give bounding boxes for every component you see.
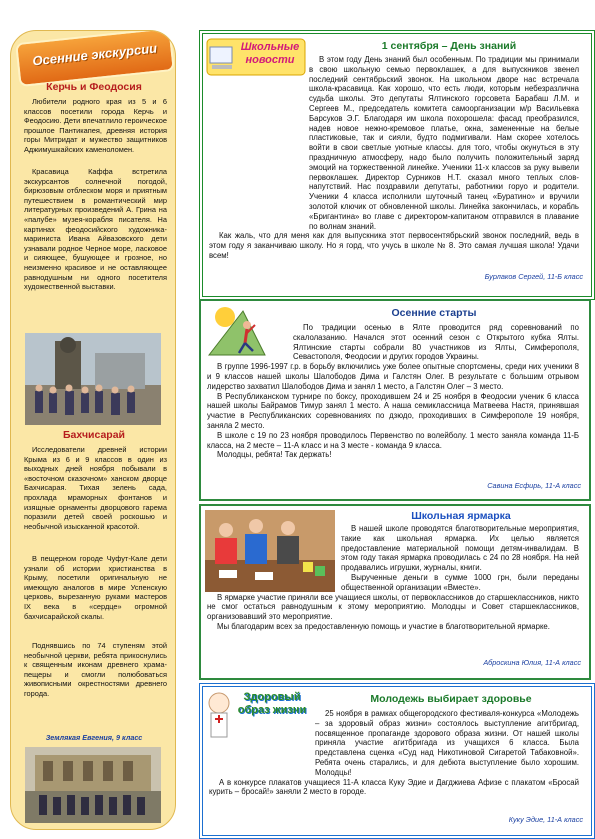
- kerch-heading: Керчь и Феодосия: [46, 81, 142, 93]
- article-4-signature: Куку Эдие, 11-А класс: [508, 815, 583, 824]
- article-3-signature: Аброскина Юлия, 11-А класс: [483, 658, 581, 667]
- kerch-photo: [25, 333, 161, 425]
- article-2-body: [207, 323, 579, 460]
- article-2-paragraph-1: По традиции осенью в Ялте проводится ряд соревнований по скалолазанию. Начался этот осенний сезон с Открытого кубка Ялты. Ялтинские старты собрали 80 участников из Ялты, Симферополя, Севастополя, Феодосии и других городов Украины.: [293, 323, 579, 362]
- article-4-body: [209, 709, 579, 797]
- sidebar-banner-title: Осенние экскурсии: [31, 40, 158, 69]
- article-4-title: Молодежь выбирает здоровье: [370, 693, 532, 705]
- article-1-paragraph-2: Как жаль, что для меня как для выпускника этот первосентябрьский звонок последний, ведь в этом году я заканчиваю школу. Но я горд, что учусь в школе № 8. Это самая лучшая школа! Удачи всем!: [209, 231, 579, 260]
- article-youth-health: [199, 683, 595, 839]
- article-2-title: Осенние старты: [391, 307, 477, 319]
- bakhchisaray-photo: [25, 747, 161, 823]
- article-2-paragraph-4: В школе с 19 по 23 ноября проводилось Первенство по волейболу. 1 место заняла команда 11-Б класса, на 2 месте – 11-А класс и на 3 месте - команда 9 класса.: [207, 430, 579, 450]
- article-1-paragraph: В этом году День знаний был особенным. По традиции мы принимали в свою школьную семью первоклашек, а для выпускников звенел последний сентябрьский звонок. На школьном дворе нас встречала школа-красавица. Как хорошо, что есть люди, которым небезразлична судьба школы. Это депутаты Ялтинского горсовета Барабаш Л.М. и Сергеев М., председатель комитета самоорганизации м/р Васильевка Барсуков Э.Г. Благодаря им школа похорошела: фасад преобразился, надев новое нежно-кремовое платье, окна, замененные на белые пластиковые, так и сияли, будто подмигивали. Нам скорее хотелось войти в свои светлые уютные классы. для того, чтобы окунуться в эту праздничную атмосферу, надо было получить положительный заряд эмоций на торжественной линейке. Ученики 11-х классов за руку вывели первоклашек. Директор Сурников Н.Т. сказал много теплых слов-напутствий. Нас поздравили депутаты, работники горуо и родители. Ученики 4 класса исполнили шуточный танец «Буратино» и вручили золотой ключик от обновленной школы. Линейка закончилась, и корабль «Бригантина» во главе с директором-капитаном отправился в плавание по волнам знаний.: [309, 55, 579, 231]
- article-3-paragraph-4: Мы благодарим всех за предоставленную помощь и участие в благотворительной ярмарке.: [217, 621, 550, 631]
- excursions-sidebar: [10, 30, 176, 830]
- healthy-lifestyle-logo-text: Здоровый образ жизни: [237, 691, 307, 716]
- article-school-fair: [199, 504, 591, 680]
- kerch-text: Любители родного края из 5 и 6 классов посетили города Керчь и Феодосию. Дети впечатлило героическое прошлое Пантикапея, древняя история горы Митридат и мужество защитников Аджимушкайских каменоломен.: [24, 97, 167, 154]
- bakhchisaray-text-3: Поднявшись по 74 ступеням этой необычной церкви, ребята прикоснулись к священным иконам древнего храма-пещеры и смогли полюбоваться живописными окрестностями древнего города.: [24, 641, 167, 698]
- bakhchisaray-heading: Бахчисарай: [62, 429, 126, 441]
- kerch-text-2: Красавица Каффа встретила экскурсантов солнечной погодой, бирюзовым отблеском моря и приятным путешествием в романтический мир литературных произведений А. Грина на «палубе» музея-корабля писателя. На картинах феодосийского художника-мариниста Ивана Айвазовского дети узнавали родное Черное море, ласковое и сияющее, бушующее и грозное, но неизменно красивое и не оставляющее равнодушным ни одного посетителя художественной выставки.: [24, 167, 167, 292]
- article-2-paragraph-2: В группе 1996-1997 г.р. в борьбу включились уже более опытные спортсмены, среди них ученики 8 и 9 классов нашей школы Шалободов Дима и Галстян Олег. В результате с большим отрывом лидерство захватил Шалободов Дима и занял 1 место, а Галстян Олег – 3 место.: [207, 362, 579, 391]
- article-2-paragraph-3: В Республиканском турнире по боксу, проходившем 24 и 25 ноября в Феодосии ученик 6 класса нашей школы Байрамов Тимур занял 1 место. А наша семиклассница Матвеева Настя, принявшая участие в Республиканских соревнованиях по дзюдо, проходивших в Симферополе 19 ноября, заняла 2 место.: [207, 391, 579, 430]
- article-4-paragraph-2: А в конкурсе плакатов учащиеся 11-А класса Куку Эдие и Дагджиева Афизе с плакатом «Бросай курить – бросай!» заняли 2 место в городе.: [209, 777, 579, 797]
- school-news-logo-text: Школьные новости: [240, 41, 300, 66]
- sidebar-signature: Землякая Евгения, 9 класс: [45, 733, 143, 742]
- article-1-body: [209, 55, 579, 261]
- article-3-body: [207, 524, 579, 632]
- article-3-paragraph-3: В ярмарке участие приняли все учащиеся школы, от первоклассников до старшеклассников, никто не смог остаться равнодушным к этому мероприятию. Молодцы и Совет старшеклассников, организовавший это мероприятие.: [207, 592, 579, 622]
- article-1-title: 1 сентября – День знаний: [381, 40, 517, 52]
- bakhchisaray-text: Исследователи древней истории Крыма из 6 и 9 классов в один из выходных дней ноября побывали в «восточном сказочном» ханском дворце Бахчисарая. Тихая зелень сада, прохлада мраморных фонтанов и изящные орнаменты дворцового гарема поразили детей своей роскошью и необычной изысканной красотой.: [24, 445, 167, 531]
- article-4-paragraph-1: 25 ноября в рамках общегородского фестиваля-конкурса «Молодежь – за здоровый образ жизни» состоялось выступление агитбригад, посвященное пропаганде здорового образа жизни. От нашей школы приняла участие агитбригада из учащихся 6 класса. Была представлена сценка «Суд над Никотиновой Сигаретой Табаковной». Ребята очень старались, и для дебюта выступление было хорошим. Молодцы!: [315, 709, 579, 777]
- article-autumn-starts: [199, 299, 591, 501]
- article-2-paragraph-5: Молодцы, ребята! Так держать!: [217, 450, 332, 460]
- article-1-signature: Бурлаков Сергей, 11-Б класс: [484, 272, 583, 281]
- sidebar-banner: [15, 30, 175, 87]
- article-first-september: [199, 30, 595, 300]
- article-3-paragraph-1: В нашей школе проводятся благотворительные мероприятия, такие как школьная ярмарка. Их целью является предоставление материальной помощи детям-инвалидам. В этом году такая ярмарка проводилась с 24 по 28 ноября. На ней продавались игрушки, журналы, книги.: [341, 524, 579, 573]
- article-3-paragraph-2: Вырученные деньги в сумме 1000 грн, были переданы общественной организации «Вместе».: [341, 572, 579, 592]
- article-2-signature: Савина Есфирь, 11-А класс: [487, 481, 581, 490]
- article-3-title: Школьная ярмарка: [411, 510, 511, 522]
- bakhchisaray-text-2: В пещерном городе Чуфут-Кале дети узнали об истории христианства в Крыму, посетили оригинальную не имеющую аналогов в мире Успенскую церковь, вырезанную руками мастеров IX века в «сердце» огромной бахчисарайской скалы.: [24, 554, 167, 621]
